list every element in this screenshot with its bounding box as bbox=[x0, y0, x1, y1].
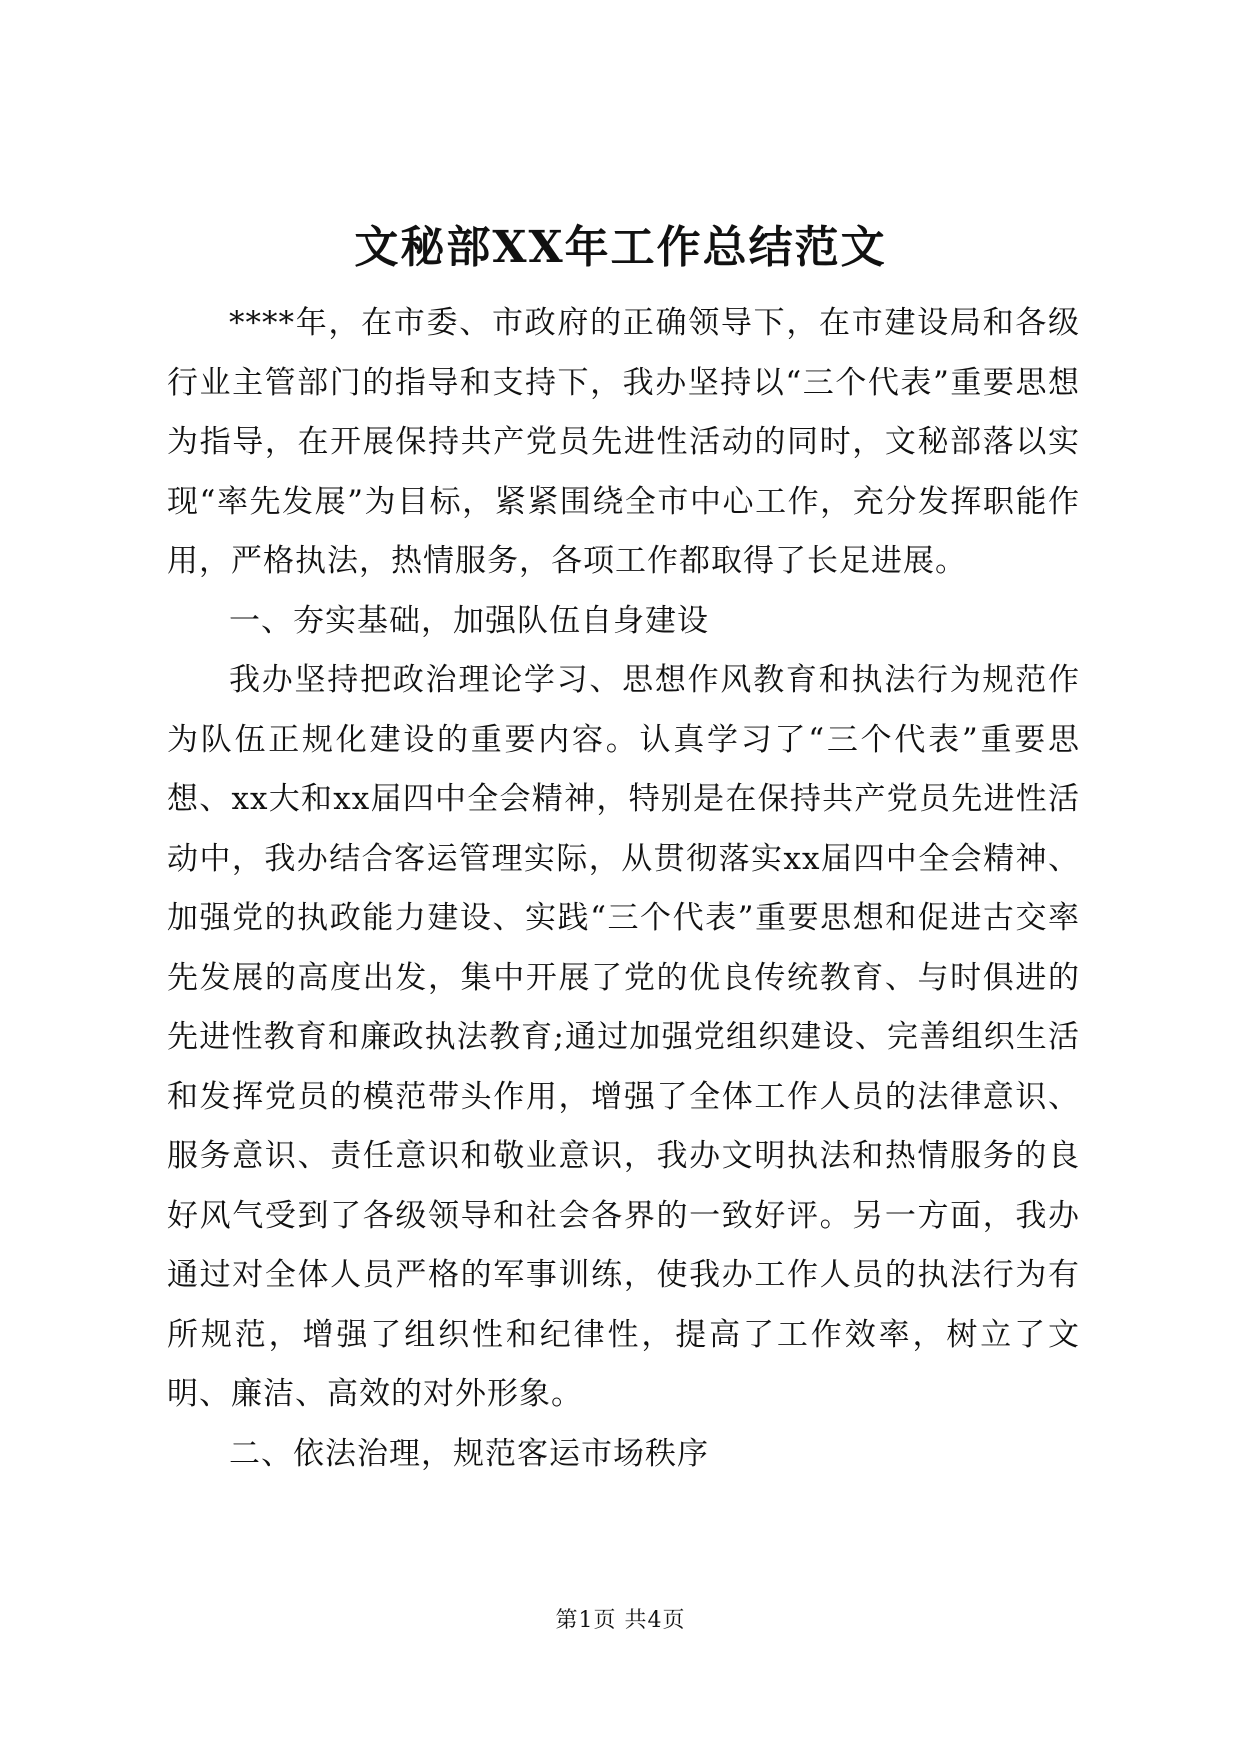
section-heading-2: 二、依法治理，规范客运市场秩序 bbox=[229, 1435, 709, 1472]
paragraph-intro: ****年，在市委、市政府的正确领导下，在市建设局和各级行业主管部门的指导和支持下，我办坚持以“三个代表”重要思想为指导，在开展保持共产党员先进性活动的同时，文秘部落以实现“率先发展”为目标，紧紧围绕全市中心工作，充分发挥职能作用，严格执法，热情服务，各项工作都取得了长足进展。 bbox=[167, 305, 1080, 579]
document-body bbox=[167, 294, 1080, 1484]
page-footer: 第1页 共4页 bbox=[555, 1608, 686, 1633]
paragraph-section-1: 我办坚持把政治理论学习、思想作风教育和执法行为规范作为队伍正规化建设的重要内容。认真学习了“三个代表”重要思想、xx大和xx届四中全会精神，特别是在保持共产党员先进性活动中，我办结合客运管理实际，从贯彻落实xx届四中全会精神、加强党的执政能力建设、实践“三个代表”重要思想和促进古交率先发展的高度出发，集中开展了党的优良传统教育、与时俱进的先进性教育和廉政执法教育;通过加强党组织建设、完善组织生活和发挥党员的模范带头作用，增强了全体工作人员的法律意识、服务意识、责任意识和敬业意识，我办文明执法和热情服务的良好风气受到了各级领导和社会各界的一致好评。另一方面，我办通过对全体人员严格的军事训练，使我办工作人员的执法行为有所规范，增强了组织性和纪律性，提高了工作效率，树立了文明、廉洁、高效的对外形象。 bbox=[167, 662, 1080, 1412]
section-heading-1: 一、夯实基础，加强队伍自身建设 bbox=[229, 602, 709, 639]
document-title: 文秘部XX年工作总结范文 bbox=[354, 222, 887, 273]
